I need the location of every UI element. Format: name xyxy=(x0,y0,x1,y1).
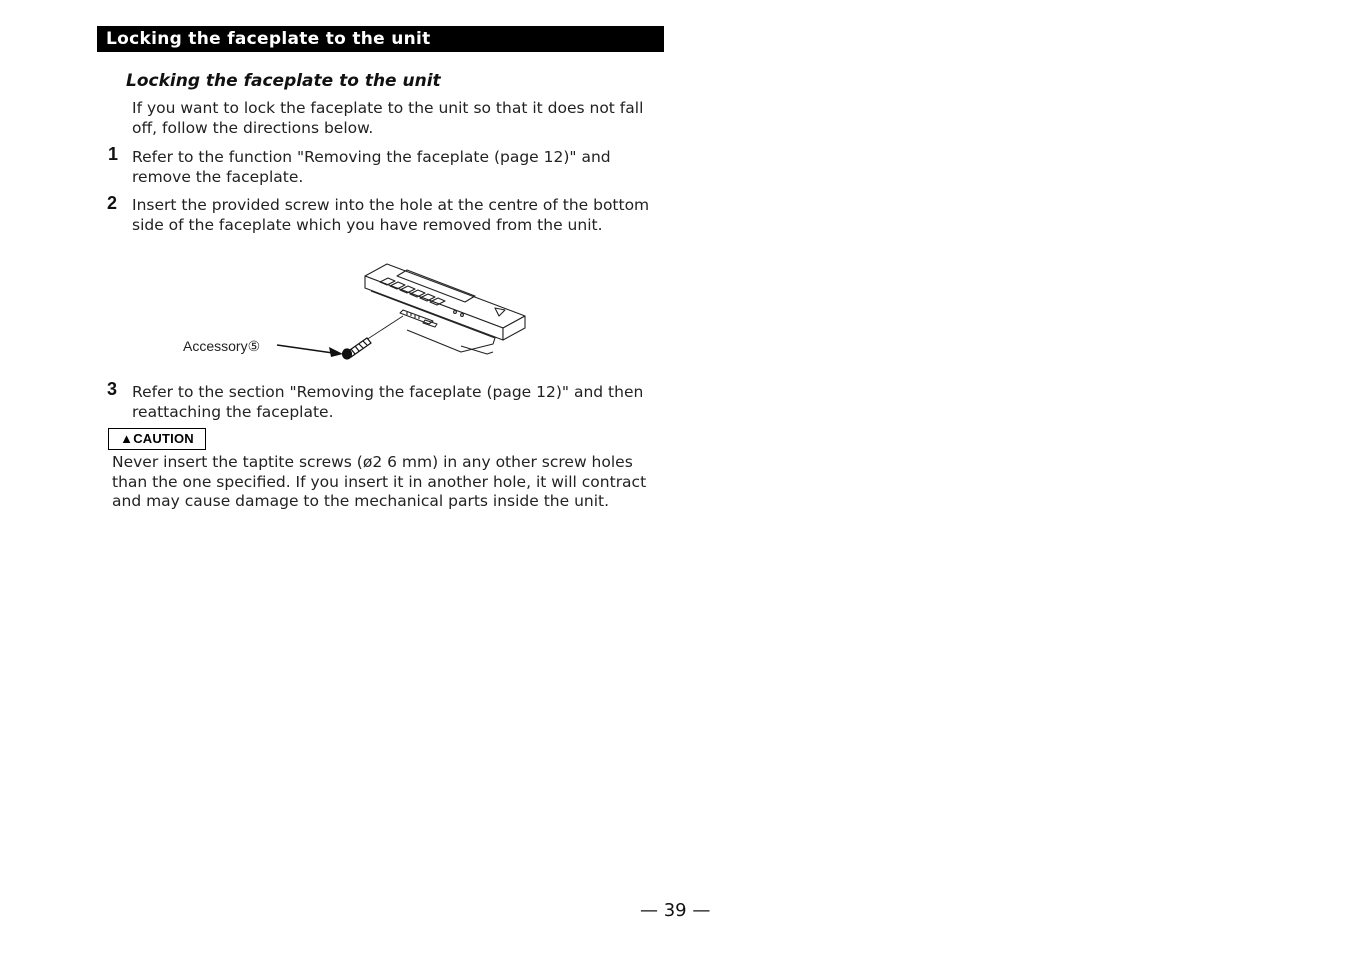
step-text-2: Insert the provided screw into the hole at the centre of the bottom side of the faceplate which you have removed from the unit. xyxy=(132,196,650,234)
intro-paragraph: If you want to lock the faceplate to the unit so that it does not fall off, follow the directions below. xyxy=(132,99,644,137)
step-number-3: 3 xyxy=(107,379,118,399)
accessory-label: Accessory⑤ xyxy=(183,338,261,354)
step-number-2: 2 xyxy=(107,193,118,213)
arrow-icon xyxy=(277,345,343,357)
step-text-1: Refer to the function "Removing the faceplate (page 12)" and remove the faceplate. xyxy=(132,148,611,186)
subheading: Locking the faceplate to the unit xyxy=(126,71,441,91)
page-number: — 39 — xyxy=(640,900,711,921)
step-text-3: Refer to the section "Removing the faceplate (page 12)" and then reattaching the faceplate. xyxy=(132,383,644,421)
caution-label: ▲CAUTION xyxy=(108,428,206,450)
faceplate-drawing xyxy=(365,264,525,354)
step-number-1: 1 xyxy=(108,144,119,164)
caution-text: Never insert the taptite screws (ø2 6 mm) in any other screw holes than the one specified. If you insert it in another hole, it will contract and may cause damage to the mechanical parts inside the unit. xyxy=(112,453,647,510)
guide-line xyxy=(363,316,403,342)
screw-icon xyxy=(343,338,372,359)
section-banner: Locking the faceplate to the unit xyxy=(97,26,664,52)
